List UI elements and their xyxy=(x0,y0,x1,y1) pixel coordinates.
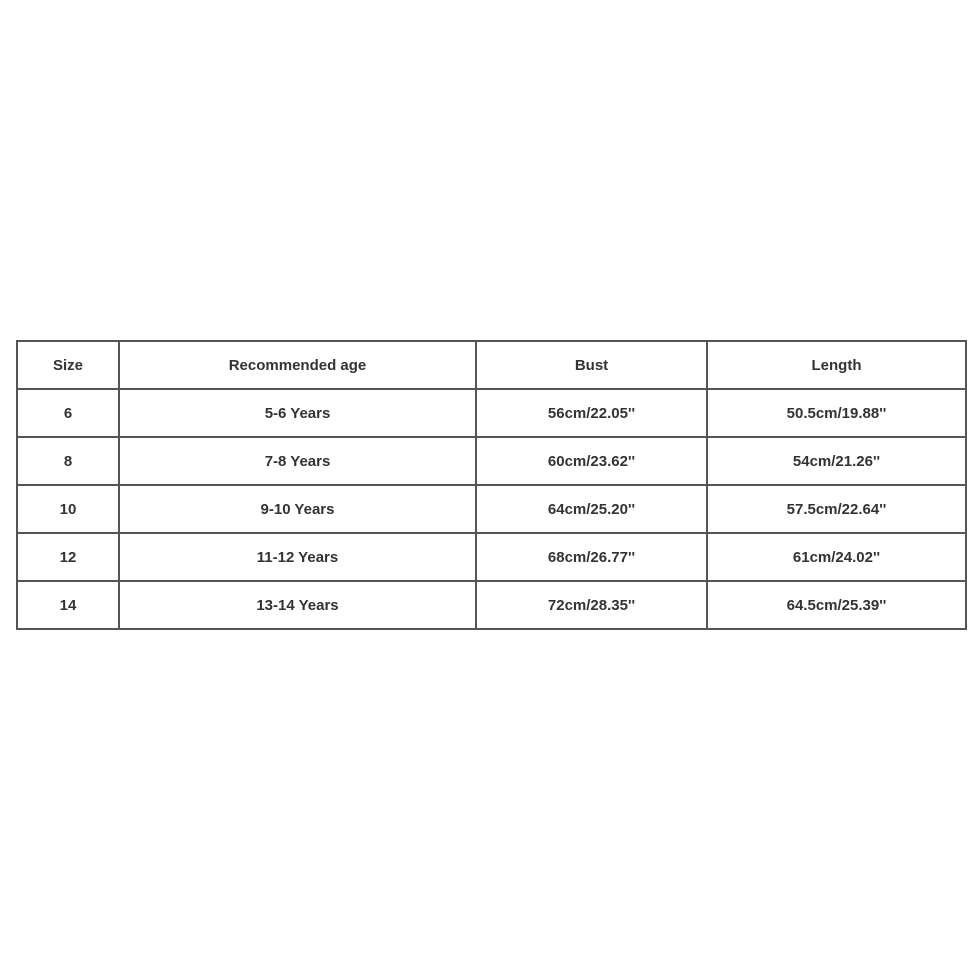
cell-size: 14 xyxy=(17,581,119,629)
cell-length: 64.5cm/25.39'' xyxy=(707,581,966,629)
cell-size: 6 xyxy=(17,389,119,437)
header-bust: Bust xyxy=(476,341,707,389)
header-length: Length xyxy=(707,341,966,389)
cell-length: 61cm/24.02'' xyxy=(707,533,966,581)
cell-bust: 68cm/26.77'' xyxy=(476,533,707,581)
cell-bust: 56cm/22.05'' xyxy=(476,389,707,437)
cell-size: 10 xyxy=(17,485,119,533)
size-chart-table xyxy=(16,340,967,630)
cell-age: 11-12 Years xyxy=(119,533,476,581)
header-recommended-age: Recommended age xyxy=(119,341,476,389)
cell-bust: 72cm/28.35'' xyxy=(476,581,707,629)
cell-size: 8 xyxy=(17,437,119,485)
table-row xyxy=(17,437,966,485)
cell-age: 9-10 Years xyxy=(119,485,476,533)
cell-bust: 60cm/23.62'' xyxy=(476,437,707,485)
cell-length: 54cm/21.26'' xyxy=(707,437,966,485)
cell-age: 5-6 Years xyxy=(119,389,476,437)
cell-age: 13-14 Years xyxy=(119,581,476,629)
cell-length: 57.5cm/22.64'' xyxy=(707,485,966,533)
table-row xyxy=(17,533,966,581)
header-row xyxy=(17,341,966,389)
cell-size: 12 xyxy=(17,533,119,581)
cell-age: 7-8 Years xyxy=(119,437,476,485)
cell-length: 50.5cm/19.88'' xyxy=(707,389,966,437)
table-row xyxy=(17,485,966,533)
cell-bust: 64cm/25.20'' xyxy=(476,485,707,533)
table-row xyxy=(17,389,966,437)
table-row xyxy=(17,581,966,629)
header-size: Size xyxy=(17,341,119,389)
